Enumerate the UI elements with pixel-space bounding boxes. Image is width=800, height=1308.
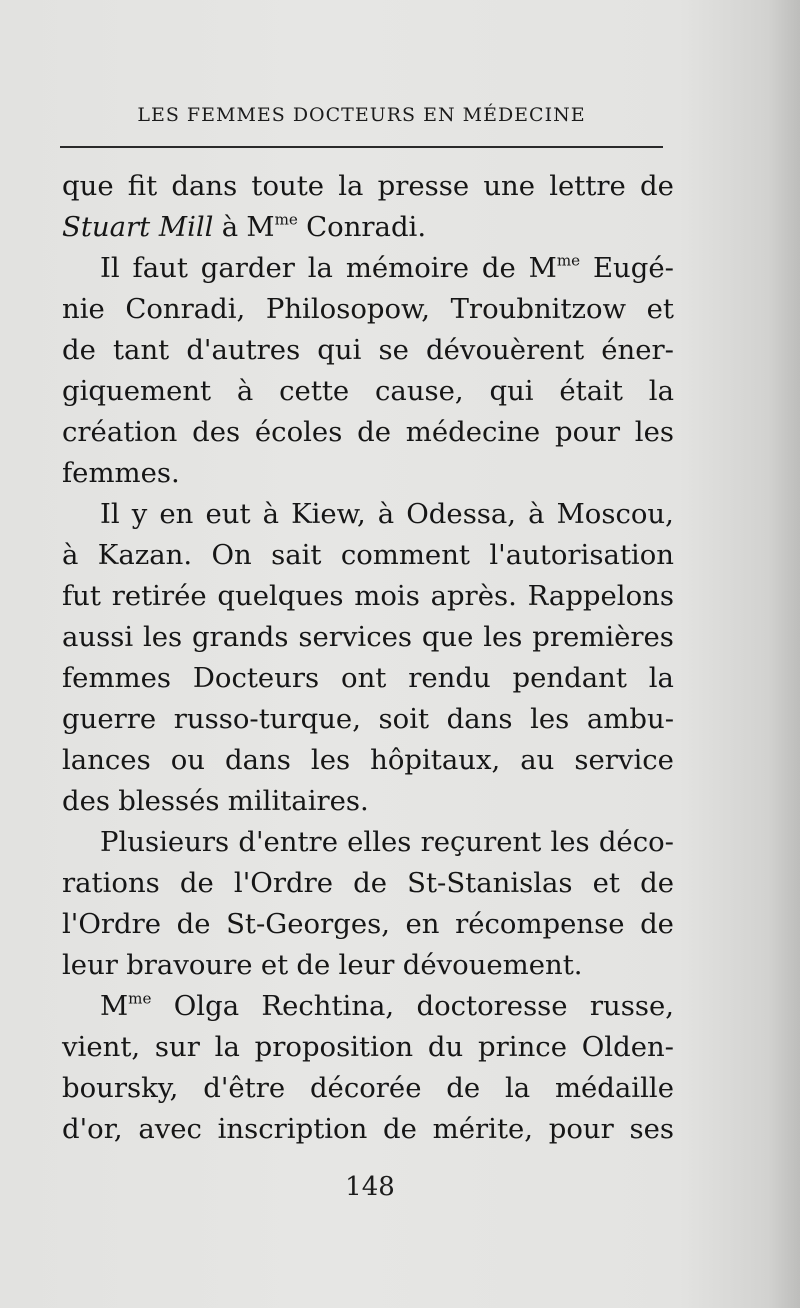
- word: retirée: [111, 580, 207, 612]
- text-line: [62, 699, 674, 740]
- text-line: [62, 371, 674, 412]
- word: blessés: [118, 785, 220, 817]
- word: avec: [138, 1113, 202, 1145]
- word: au: [520, 744, 555, 776]
- word: une: [483, 170, 536, 202]
- word: services: [298, 621, 412, 653]
- word: à: [62, 539, 79, 571]
- text-line: [62, 166, 674, 207]
- word: elles: [347, 826, 412, 858]
- word: sait: [271, 539, 322, 571]
- word: vient,: [62, 1031, 141, 1063]
- word: d'entre: [238, 826, 338, 858]
- word: des: [192, 416, 241, 448]
- word: Conradi,: [125, 293, 246, 325]
- word: $M^{me}$: [246, 210, 298, 243]
- word: quelques: [217, 580, 344, 612]
- word: après.: [430, 580, 517, 612]
- text-line: [62, 535, 674, 576]
- word: St-Stanislas: [407, 867, 573, 899]
- word: dans: [225, 744, 291, 776]
- text-line: [62, 494, 674, 535]
- word: bravoure: [126, 949, 253, 981]
- word: à: [262, 498, 279, 530]
- running-head: LES FEMMES DOCTEURS EN MÉDECINE: [137, 104, 586, 126]
- text-line: [62, 207, 674, 248]
- word: en: [405, 908, 440, 940]
- word: premières: [532, 621, 674, 653]
- word: l'Ordre: [233, 867, 333, 899]
- word: décorée: [309, 1072, 422, 1104]
- word: et: [646, 293, 674, 325]
- word: Kazan.: [97, 539, 193, 571]
- word: lances: [62, 744, 151, 776]
- word: écoles: [254, 416, 343, 448]
- word: à: [221, 211, 239, 243]
- word: qui: [489, 375, 534, 407]
- word: d'être: [203, 1072, 286, 1104]
- word: Eugé-: [592, 252, 674, 284]
- word: les: [310, 744, 351, 776]
- word: l'autorisation: [489, 539, 674, 571]
- word: les: [550, 826, 590, 858]
- word: Rappelons: [527, 580, 674, 612]
- text-line: [62, 617, 674, 658]
- word: On: [211, 539, 252, 571]
- word: déco-: [598, 826, 674, 858]
- word: les: [530, 703, 570, 735]
- word: médecine: [405, 416, 541, 448]
- text-line: [62, 1068, 674, 1109]
- text-line: [62, 576, 674, 617]
- word: soit: [378, 703, 430, 735]
- word: fit: [127, 170, 158, 202]
- word: de: [640, 170, 674, 202]
- word: ont: [341, 662, 387, 694]
- word: Troubnitzow: [450, 293, 627, 325]
- word: ambu-: [586, 703, 674, 735]
- word: aussi: [62, 621, 134, 653]
- word: dévouement.: [402, 949, 583, 981]
- text-line: [62, 863, 674, 904]
- word: de: [481, 252, 516, 284]
- word: de: [383, 1113, 417, 1145]
- word: guerre: [62, 703, 157, 735]
- word: Il: [100, 252, 120, 284]
- text-line: [62, 1027, 674, 1068]
- word: les: [483, 621, 523, 653]
- word: Moscou,: [556, 498, 674, 530]
- text-line: [62, 945, 674, 986]
- word: dans: [171, 170, 238, 202]
- word: fut: [62, 580, 101, 612]
- word: $M^{me}$: [528, 251, 581, 284]
- word: et: [260, 949, 289, 981]
- word: de: [176, 908, 211, 940]
- word: tant: [113, 334, 170, 366]
- text-line: [62, 453, 674, 494]
- word: était: [559, 375, 623, 407]
- word: prince: [478, 1031, 567, 1063]
- word: cette: [279, 375, 350, 407]
- word: de: [296, 949, 331, 981]
- word: lettre: [549, 170, 626, 202]
- word: boursky,: [62, 1072, 179, 1104]
- word: la: [648, 375, 674, 407]
- word: les: [634, 416, 674, 448]
- word: mérite,: [432, 1113, 534, 1145]
- text-line: [62, 248, 674, 289]
- word: cause,: [375, 375, 464, 407]
- word: Il: [100, 498, 120, 530]
- word: de: [353, 867, 388, 899]
- word: mois: [354, 580, 420, 612]
- word: comment: [340, 539, 470, 571]
- word: giquement: [62, 375, 212, 407]
- word: de: [446, 1072, 481, 1104]
- word: presse: [377, 170, 470, 202]
- text-line: [62, 822, 674, 863]
- word: Docteurs: [192, 662, 320, 694]
- word: à: [377, 498, 395, 530]
- word: Olga: [173, 990, 240, 1022]
- word: mémoire: [345, 252, 470, 284]
- word: en: [159, 498, 194, 530]
- word: les: [142, 621, 183, 653]
- word: la: [214, 1031, 240, 1063]
- word: militaires.: [227, 785, 369, 817]
- word: récompense: [455, 908, 625, 940]
- word: création: [62, 416, 178, 448]
- text-line: [62, 781, 674, 822]
- text-line: [62, 412, 674, 453]
- word: ou: [170, 744, 206, 776]
- word: la: [648, 662, 674, 694]
- word: Plusieurs: [100, 826, 230, 858]
- word: pour: [554, 416, 621, 448]
- word: sur: [154, 1031, 200, 1063]
- word: rations: [62, 867, 160, 899]
- word: nie: [62, 293, 105, 325]
- word: Conradi.: [306, 211, 427, 243]
- text-line: [62, 1109, 674, 1150]
- word: de: [62, 334, 96, 366]
- text-line: [62, 904, 674, 945]
- word: qui: [317, 334, 362, 366]
- word: garder: [200, 252, 295, 284]
- word: leur: [62, 949, 118, 981]
- word: la: [338, 170, 364, 202]
- word: eut: [205, 498, 251, 530]
- word: leur: [338, 949, 395, 981]
- word: russe,: [589, 990, 674, 1022]
- word: Kiew,: [291, 498, 366, 530]
- header-rule: [60, 146, 663, 148]
- word: Stuart Mill: [62, 211, 214, 243]
- word: des: [62, 785, 110, 817]
- word: d'or,: [62, 1113, 123, 1145]
- word: Philosopow,: [265, 293, 431, 325]
- word: se: [378, 334, 409, 366]
- word: femmes.: [62, 457, 180, 489]
- text-line: [62, 330, 674, 371]
- word: pour: [548, 1113, 614, 1145]
- word: toute: [251, 170, 325, 202]
- word: la: [307, 252, 333, 284]
- text-line: [62, 986, 674, 1027]
- word: que: [62, 170, 114, 202]
- word: $M^{me}$: [100, 989, 152, 1022]
- word: de: [640, 908, 674, 940]
- word: pendant: [512, 662, 627, 694]
- word: hôpitaux,: [370, 744, 501, 776]
- word: faut: [132, 252, 188, 284]
- word: l'Ordre: [62, 908, 162, 940]
- word: y: [131, 498, 148, 530]
- word: de: [640, 867, 674, 899]
- word: Olden-: [581, 1031, 674, 1063]
- text-line: [62, 658, 674, 699]
- word: que: [421, 621, 474, 653]
- word: femmes: [62, 662, 171, 694]
- word: inscription: [217, 1113, 368, 1145]
- word: médaille: [554, 1072, 674, 1104]
- text-line: [62, 289, 674, 330]
- word: Odessa,: [406, 498, 517, 530]
- word: dans: [446, 703, 513, 735]
- word: du: [427, 1031, 464, 1063]
- word: dévouèrent: [426, 334, 585, 366]
- word: de: [179, 867, 214, 899]
- word: reçurent: [420, 826, 542, 858]
- word: d'autres: [186, 334, 301, 366]
- word: service: [574, 744, 674, 776]
- word: grands: [191, 621, 289, 653]
- page-number: 148: [345, 1172, 395, 1202]
- word: rendu: [408, 662, 491, 694]
- word: doctoresse: [416, 990, 568, 1022]
- word: de: [357, 416, 391, 448]
- word: la: [504, 1072, 531, 1104]
- word: ses: [629, 1113, 674, 1145]
- word: et: [592, 867, 620, 899]
- word: proposition: [254, 1031, 414, 1063]
- word: St-Georges,: [226, 908, 390, 940]
- word: éner-: [601, 334, 674, 366]
- word: russo-turque,: [173, 703, 361, 735]
- word: Rechtina,: [261, 990, 395, 1022]
- body-text: [62, 166, 674, 1150]
- text-line: [62, 740, 674, 781]
- word: à: [236, 375, 254, 407]
- word: à: [528, 498, 545, 530]
